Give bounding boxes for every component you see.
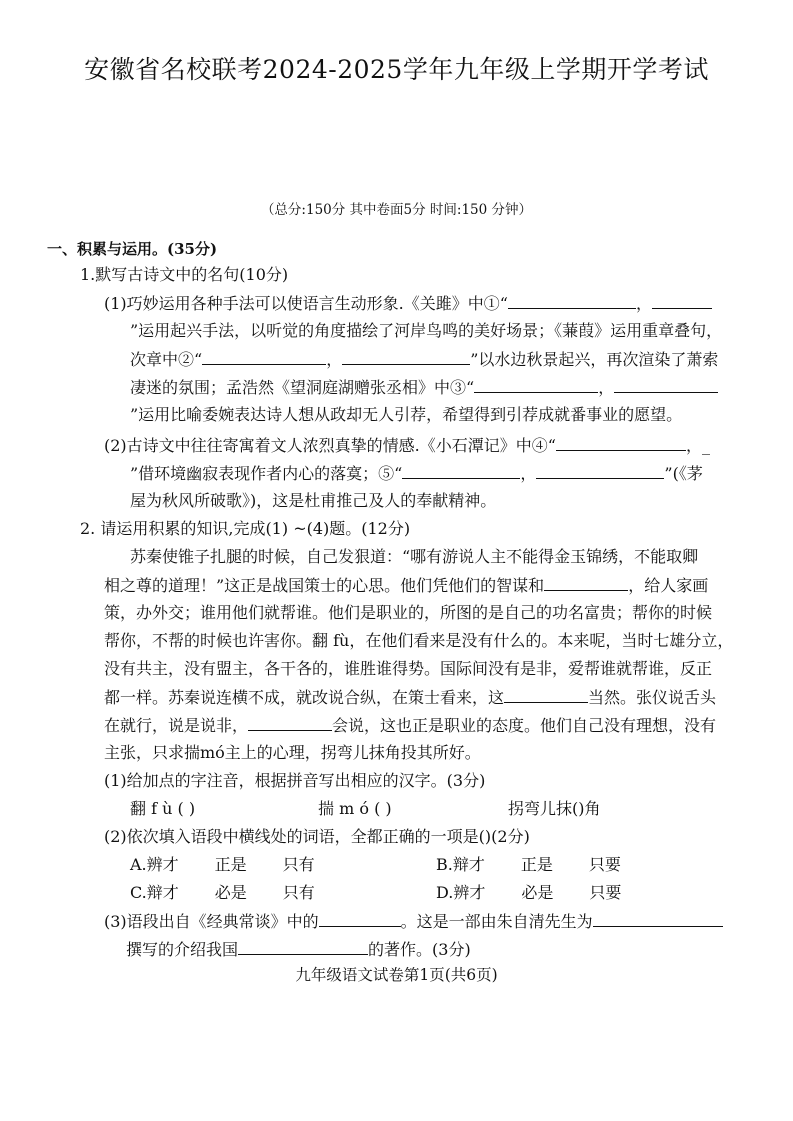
option-word: C.辩才 — [130, 883, 179, 902]
q1-title: 1.默写古诗文中的名句(10分) — [80, 265, 289, 284]
answer-blank[interactable] — [402, 463, 520, 479]
q1-p1-line2: ”运用起兴手法，以听觉的角度描绘了河岸鸟鸣的美好场景；《蒹葭》运用重章叠句， — [130, 321, 723, 340]
q2-para-text: 当然。张仪说舌头 — [588, 688, 717, 707]
option-word: D.辨才 — [436, 883, 486, 902]
option-word: 只有 — [282, 855, 315, 874]
answer-blank[interactable] — [614, 377, 718, 393]
comma: ， — [635, 294, 652, 313]
answer-blank[interactable] — [474, 377, 598, 393]
answer-blank[interactable] — [556, 435, 686, 451]
answer-blank[interactable] — [238, 939, 368, 955]
option-d[interactable] — [436, 883, 621, 903]
q2-para-line: 苏秦使锥子扎腿的时候，自己发狠道：“哪有游说人主不能得金玉锦绣，不能取卿 — [130, 547, 699, 566]
exam-meta: （总分:150分 其中卷面5分 时间:150 分钟） — [260, 202, 533, 218]
q1-p2-line3: 屋为秋风所破歌》)，这是杜甫推己及人的奉献精神。 — [130, 491, 497, 510]
option-c[interactable] — [130, 883, 315, 903]
q2-sub3-line2 — [126, 939, 471, 960]
answer-blank[interactable] — [536, 463, 664, 479]
q2-para-line: 策，办外交；谁用他们就帮谁。他们是职业的，所图的是自己的功名富贵；帮你的时候 — [104, 603, 713, 622]
option-word: A.辨才 — [130, 855, 179, 874]
q1-p1-line4 — [130, 377, 718, 398]
q1-p2-text: ”(《茅 — [664, 464, 703, 483]
q2-para-line: 没有共主，没有盟主，各干各的，谁胜谁得势。国际间没有是非，爱帮谁就帮谁，反正 — [104, 659, 713, 678]
section-heading: 一、积累与运用。(35分) — [47, 240, 218, 258]
option-word: B.辩才 — [436, 855, 485, 874]
answer-blank[interactable] — [508, 293, 636, 309]
answer-blank[interactable] — [202, 349, 326, 365]
q1-p1-text: 次章中②“ — [130, 350, 203, 369]
q2-sub3-text: 撰写的介绍我国 — [126, 940, 239, 959]
q2-sub3-line1 — [104, 911, 723, 932]
q2-para-text: ，给人家画 — [628, 576, 709, 595]
q2-para-text: 都一样。苏秦说连横不成，就改说合纵，在策士看来，这 — [104, 688, 505, 707]
q1-p1-text: (1)巧妙运用各种手法可以使语言生动形象.《关雎》中①“ — [104, 294, 508, 313]
q1-p1-line1 — [104, 293, 712, 314]
q1-p2-text: (2)古诗文中往往寄寓着文人浓烈真挚的情感.《小石潭记》中④“ — [104, 436, 556, 455]
q2-para-line — [104, 575, 708, 596]
q1-p2-text: ”借环境幽寂表现作者内心的落寞；⑤“ — [130, 464, 403, 483]
q2-para-text: 会说，这也正是职业的态度。他们自己没有理想，没有 — [332, 716, 717, 735]
option-word: 必是 — [214, 883, 247, 902]
q2-para-line: 主张，只求揣mó主上的心理，拐弯儿抹角投其所好。 — [104, 743, 481, 762]
q2-sub3-text: 。这是一部由朱自清先生为 — [400, 912, 593, 931]
q2-para-text: 在就行，说是说非， — [104, 716, 249, 735]
option-word: 正是 — [520, 855, 553, 874]
pinyin-item: 拐弯儿抹()角 — [508, 799, 601, 818]
q2-para-line: 帮你，不帮的时候也许害你。翻 fù，在他们看来是没有什么的。本来呢，当时七雄分立， — [104, 631, 734, 650]
answer-blank[interactable] — [319, 911, 401, 927]
answer-blank[interactable] — [652, 293, 712, 309]
page-footer: 九年级语文试卷第1页(共6页) — [295, 966, 498, 984]
pinyin-item: 翻 f ù ( ) — [130, 799, 196, 818]
q2-sub2: (2)依次填入语段中横线处的词语，全都正确的一项是()(2分) — [104, 827, 530, 846]
comma: ， — [326, 350, 343, 369]
answer-blank[interactable] — [248, 715, 332, 731]
option-b[interactable] — [436, 855, 621, 875]
comma: ，_ — [685, 436, 710, 455]
comma: ， — [520, 464, 537, 483]
answer-blank[interactable] — [593, 911, 723, 927]
q1-p1-line3 — [130, 349, 718, 370]
q1-p2-line1 — [104, 435, 710, 456]
q2-para-line — [104, 715, 716, 736]
q1-p1-text: ”以水边秋景起兴，再次渲染了萧索 — [470, 350, 719, 369]
option-a[interactable] — [130, 855, 315, 875]
q1-p1-line5: ”运用比喻委婉表达诗人想从政却无人引荐，希望得到引荐成就番事业的愿望。 — [130, 405, 683, 424]
option-word: 只有 — [282, 883, 315, 902]
q2-sub3-text: 的著作。(3分) — [368, 940, 471, 959]
answer-blank[interactable] — [342, 349, 470, 365]
q2-sub1: (1)给加点的字注音，根据拼音写出相应的汉字。(3分) — [104, 771, 486, 790]
option-word: 只要 — [589, 883, 622, 902]
q2-para-text: 相之尊的道理！”这正是战国策士的心思。他们凭他们的智谋和 — [104, 576, 545, 595]
comma: ， — [598, 378, 615, 397]
option-word: 只要 — [588, 855, 621, 874]
q2-para-line — [104, 687, 716, 708]
option-word: 必是 — [521, 883, 554, 902]
q1-p2-line2 — [130, 463, 703, 484]
q2-title: 2. 请运用积累的知识,完成(1) ~(4)题。(12分) — [80, 519, 411, 538]
pinyin-item: 揣 m ó ( ) — [318, 799, 392, 818]
option-word: 正是 — [214, 855, 247, 874]
q1-p1-text: 凄迷的氛围；孟浩然《望洞庭湖赠张丞相》中③“ — [130, 378, 475, 397]
answer-blank[interactable] — [504, 687, 588, 703]
q2-sub3-text: (3)语段出自《经典常谈》中的 — [104, 912, 319, 931]
exam-title: 安徽省名校联考2024-2025学年九年级上学期开学考试 — [84, 55, 709, 84]
answer-blank[interactable] — [544, 575, 628, 591]
